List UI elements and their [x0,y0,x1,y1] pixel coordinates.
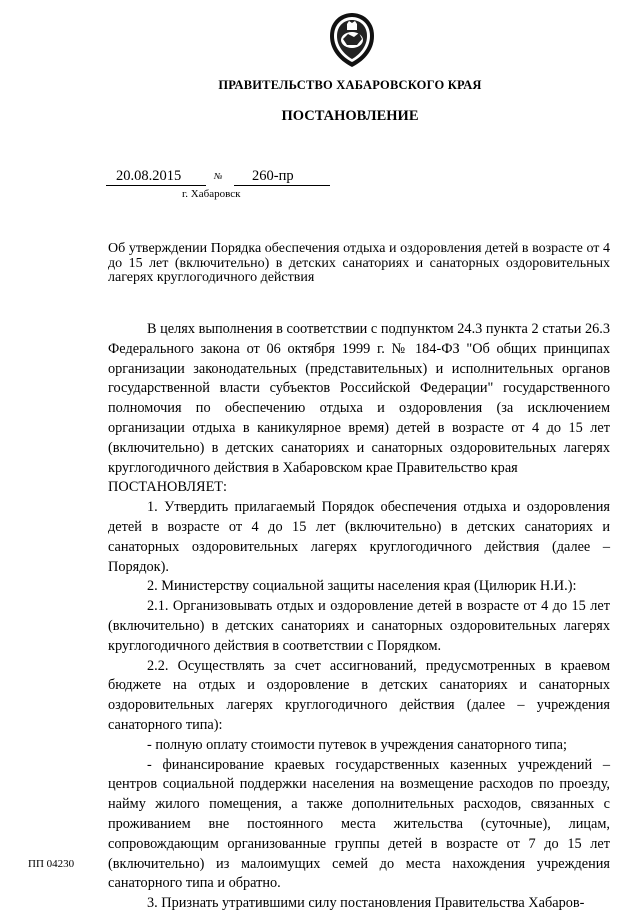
list-item: - полную оплату стоимости путевок в учреждения санаторного типа; [147,736,567,753]
list-item: - финансирование краевых государственных казенных учреждений – центров социальной поддержки населения на возмещение расходов по проезду, найму жилого помещения, а также дополнительных расходов, связанных с проживанием вне постоянного места жительства (суточные), лицам, сопровождающим организованные группы детей в возрасте от 7 до 15 лет (включительно) из малоимущих семей до места нахождения учреждения санаторного типа и обратно. [108,756,610,892]
paragraph-1: 1. Утвердить прилагаемый Порядок обеспечения отдыха и оздоровления детей в возрасте от 4 до 15 лет (включительно) в детских санаториях и санаторных оздоровительных лагерях круглогодичного действия (далее – Порядок). [108,499,610,575]
paragraph-preamble: В целях выполнения в соответствии с подпунктом 24.3 пункта 2 статьи 26.3 Федерального закона от 06 октября 1999 г. № 184-ФЗ "Об общих принципах организации законодательных (представительных) и исполнительных органов государственной власти субъектов Российской Федерации" государственного полномочия по обеспечению отдыха и оздоровления (за исключением организации отдыха в каникулярное время) детей в возрасте от 4 до 15 лет (включительно) в детских санаториях и санаторных оздоровительных лагерях круглогодичного действия в Хабаровском крае Правительство края [108,321,610,476]
number-sign: № [214,171,223,181]
document-title: Об утверждении Порядка обеспечения отдыха и оздоровления детей в возрасте от 4 до 15 лет (включительно) в детских санаториях и санаторных оздоровительных лагерях круглогодичного действия [108,241,610,285]
paragraph-2-1: 2.1. Организовывать отдых и оздоровление детей в возрасте от 4 до 15 лет (включительно) в детских санаториях и санаторных оздоровительных лагерях круглогодичного действия в соответствии с Порядком. [108,598,610,654]
paragraph-2-2: 2.2. Осуществлять за счет ассигнований, предусмотренных в краевом бюджете на отдых и оздоровление в детских санаториях и санаторных оздоровительных лагерях круглогодичного действия (далее – учреждения санаторного типа): [108,657,610,733]
government-name: ПРАВИТЕЛЬСТВО ХАБАРОВСКОГО КРАЯ [218,78,482,92]
paragraph-resolves: ПОСТАНОВЛЯЕТ: [108,479,228,496]
document-number: 260-пр [234,168,330,186]
document-type: ПОСТАНОВЛЕНИЕ [281,108,419,124]
paragraph-3: 3. Признать утратившими силу постановления Правительства Хабаров- [147,895,585,912]
city-name: г. Хабаровск [182,188,241,200]
paragraph-2: 2. Министерству социальной защиты населения края (Цилюрик Н.И.): [147,578,577,595]
footer-code: ПП 04230 [28,858,75,870]
document-body [108,320,610,914]
coat-of-arms-icon [328,12,376,68]
document-date: 20.08.2015 [106,168,206,186]
